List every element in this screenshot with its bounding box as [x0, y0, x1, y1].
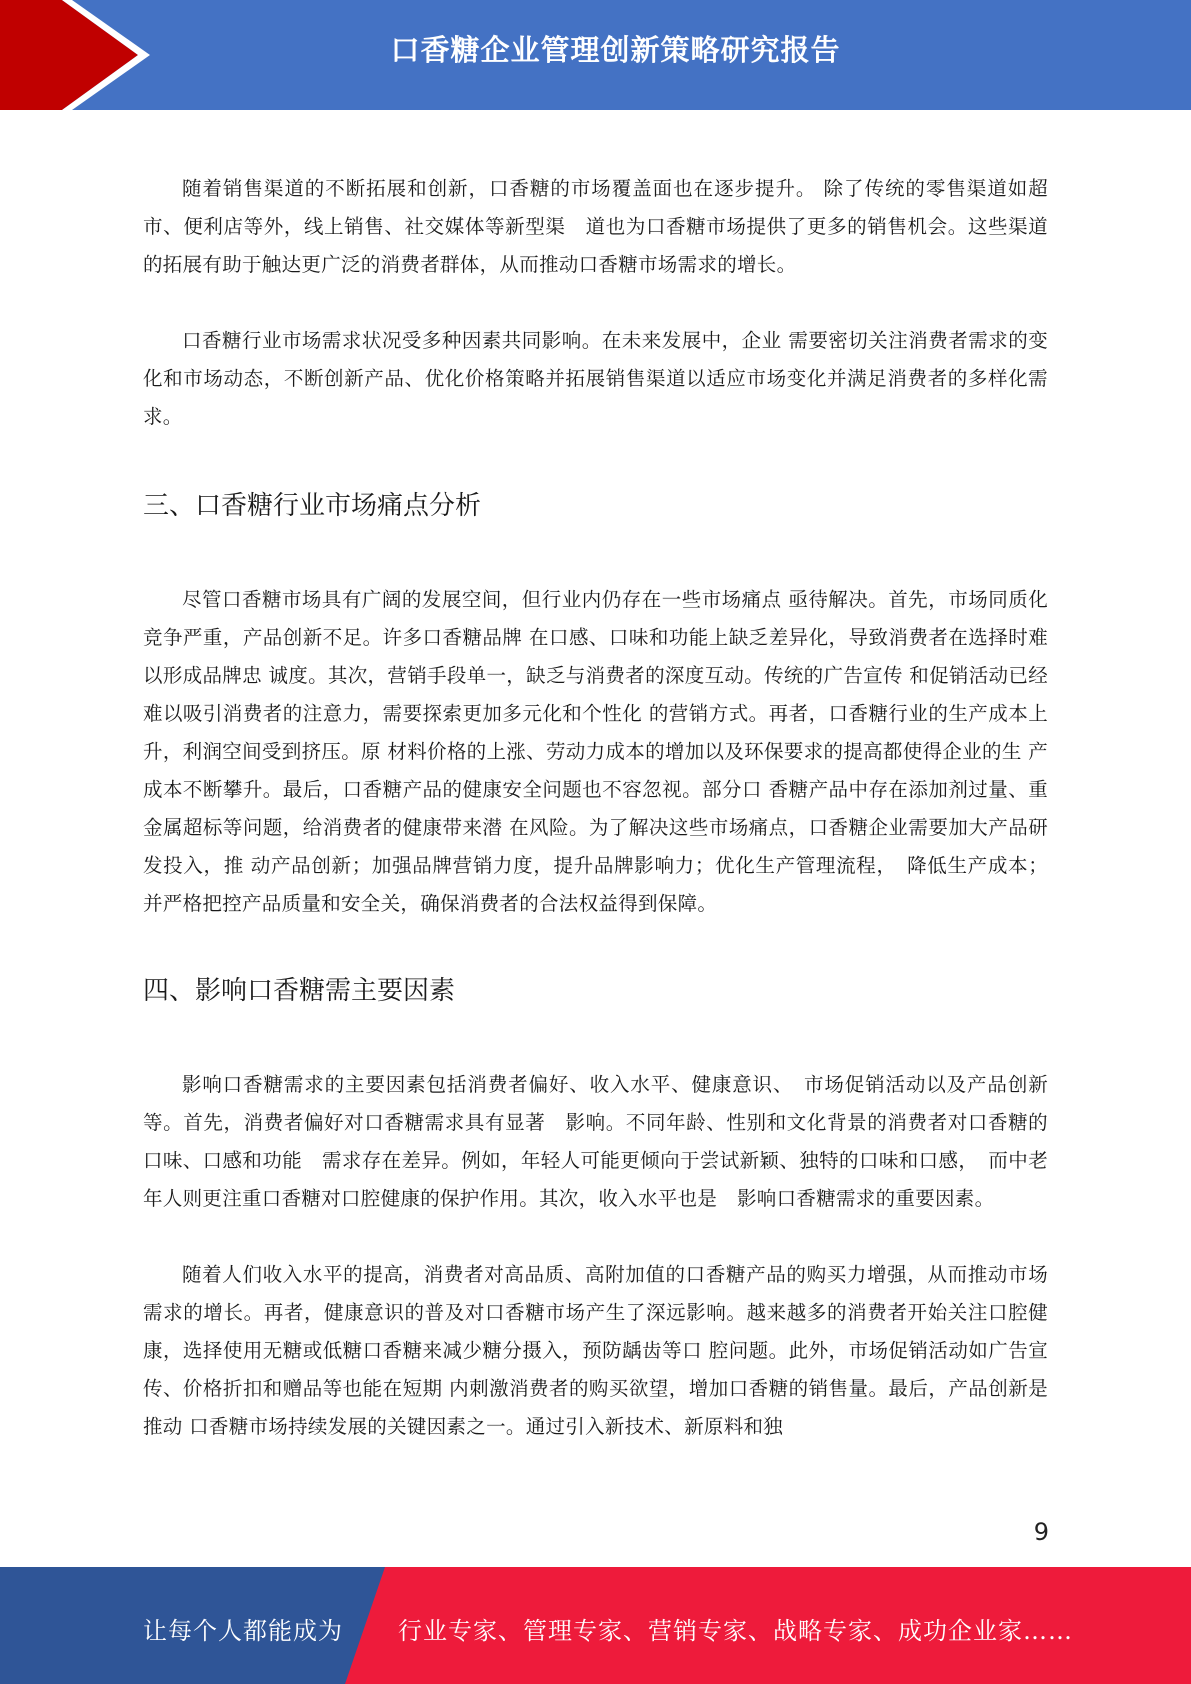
paragraph: 随着人们收入水平的提高，消费者对高品质、高附加值的口香糖产品的购买力增强，从而推动市场需求的增长。再者，健康意识的普及对口香糖市场产生了深远影响。越来越多的消费者开始关注口腔健康，选择使用无糖或低糖口香糖来减少糖分摄入，预防龋齿等口 腔问题。此外，市场促销活动如广告宣传、价格折扣和赠品等也能在短期 内刺激消费者的购买欲望，增加口香糖的销售量。最后，产品创新是推动 口香糖市场持续发展的关键因素之一。通过引入新技术、新原料和独: [143, 1263, 1048, 1438]
section-demand-factors: [143, 971, 1048, 1446]
section-heading: 四、影响口香糖需主要因素: [143, 976, 456, 1006]
section-heading: 三、口香糖行业市场痛点分析: [143, 491, 482, 521]
paragraph: 随着销售渠道的不断拓展和创新，口香糖的市场覆盖面也在逐步提升。 除了传统的零售渠道如超市、便利店等外，线上销售、社交媒体等新型渠 道也为口香糖市场提供了更多的销售机会。这些渠道的拓展有助于触达更广泛的消费者群体，从而推动口香糖市场需求的增长。: [143, 177, 1048, 276]
paragraph: 影响口香糖需求的主要因素包括消费者偏好、收入水平、健康意识、 市场促销活动以及产品创新等。首先，消费者偏好对口香糖需求具有显著 影响。不同年龄、性别和文化背景的消费者对口香糖的口味、口感和功能 需求存在差异。例如，年轻人可能更倾向于尝试新颖、独特的口味和口感， 而中老年人则更注重口香糖对口腔健康的保护作用。其次，收入水平也是 影响口香糖需求的重要因素。: [143, 1073, 1048, 1210]
page-number: 9: [1033, 1518, 1049, 1546]
paragraph: 尽管口香糖市场具有广阔的发展空间，但行业内仍存在一些市场痛点 亟待解决。首先，市场同质化竞争严重，产品创新不足。许多口香糖品牌 在口感、口味和功能上缺乏差异化，导致消费者在选择时难以形成品牌忠 诚度。其次，营销手段单一，缺乏与消费者的深度互动。传统的广告宣传 和促销活动已经难以吸引消费者的注意力，需要探索更加多元化和个性化 的营销方式。再者，口香糖行业的生产成本上升，利润空间受到挤压。原 材料价格的上涨、劳动力成本的增加以及环保要求的提高都使得企业的生 产成本不断攀升。最后，口香糖产品的健康安全问题也不容忽视。部分口 香糖产品中存在添加剂过量、重金属超标等问题，给消费者的健康带来潜 在风险。为了解决这些市场痛点，口香糖企业需要加大产品研发投入，推 动产品创新；加强品牌营销力度，提升品牌影响力；优化生产管理流程， 降低生产成本；并严格把控产品质量和安全关，确保消费者的合法权益得到保障。: [143, 588, 1048, 915]
section-pain-points: [143, 486, 1048, 923]
report-title: 口香糖企业管理创新策略研究报告: [390, 33, 841, 67]
page-content: [143, 170, 1048, 1446]
footer-slogan-right: 行业专家、管理专家、营销专家、战略专家、成功企业家……: [398, 1617, 1073, 1645]
page-header: [0, 0, 1191, 110]
page-footer: [0, 1567, 1191, 1684]
paragraph: 口香糖行业市场需求状况受多种因素共同影响。在未来发展中，企业 需要密切关注消费者需求的变化和市场动态，不断创新产品、优化价格策略并拓展销售渠道以适应市场变化并满足消费者的多样化需求。: [143, 329, 1048, 428]
section-market-channels: [143, 170, 1048, 436]
footer-slogan-left: 让每个人都能成为: [143, 1617, 343, 1645]
